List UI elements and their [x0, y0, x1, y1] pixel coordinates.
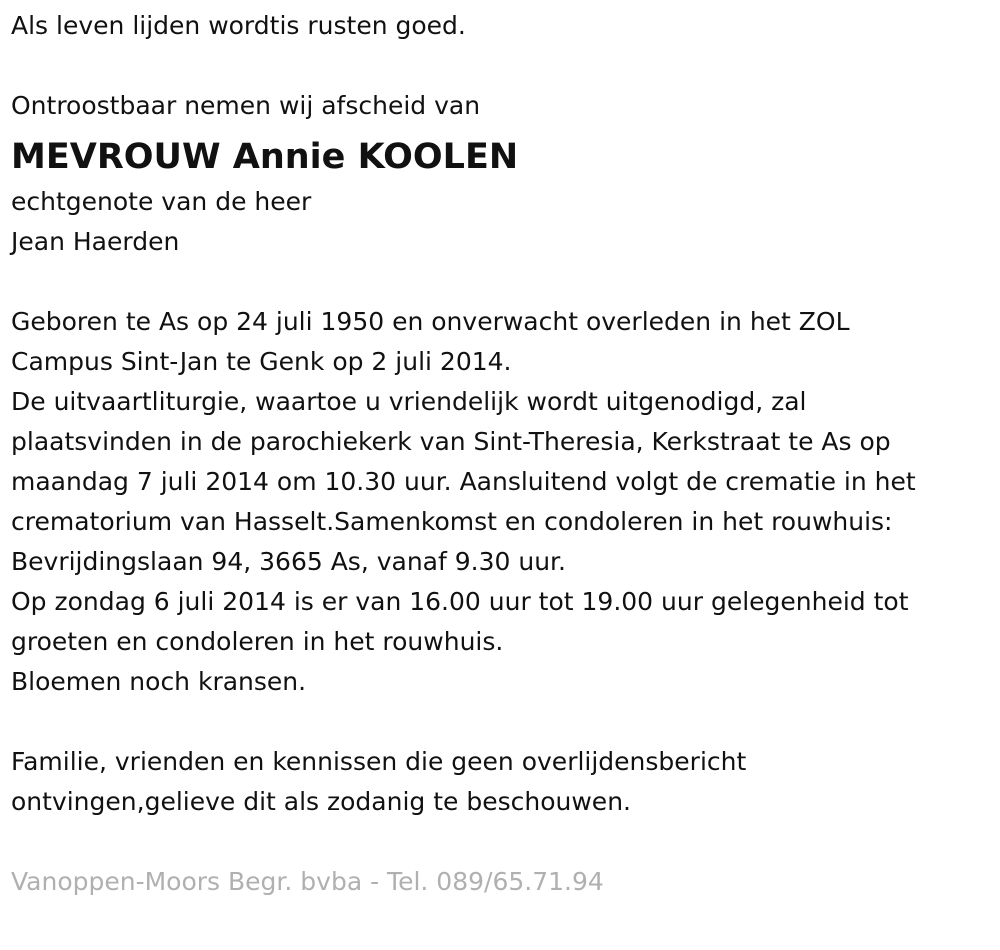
closing-line: ontvingen,gelieve dit als zodanig te beschouwen.	[11, 787, 631, 816]
spouse-line-2: Jean Haerden	[11, 227, 180, 256]
funeral-home-footer: Vanoppen-Moors Begr. bvba - Tel. 089/65.71.94	[11, 867, 604, 896]
deceased-name: MEVROUW Annie KOOLEN	[11, 137, 519, 177]
body-line: Bevrijdingslaan 94, 3665 As, vanaf 9.30 uur.	[11, 547, 566, 576]
body-line: Bloemen noch kransen.	[11, 667, 307, 696]
body-line: De uitvaartliturgie, waartoe u vriendelijk wordt uitgenodigd, zal	[11, 387, 807, 416]
intro-text: Ontroostbaar nemen wij afscheid van	[11, 91, 481, 120]
body-line: Op zondag 6 juli 2014 is er van 16.00 uur tot 19.00 uur gelegenheid tot	[11, 587, 909, 616]
body-line: Campus Sint-Jan te Genk op 2 juli 2014.	[11, 347, 512, 376]
notice-body	[11, 302, 991, 702]
body-line: Geboren te As op 24 juli 1950 en onverwacht overleden in het ZOL	[11, 307, 850, 336]
closing-text	[11, 742, 991, 822]
body-line: maandag 7 juli 2014 om 10.30 uur. Aansluitend volgt de crematie in het	[11, 467, 916, 496]
motto: Als leven lijden wordtis rusten goed.	[11, 11, 466, 40]
spacer	[11, 262, 991, 302]
spacer	[11, 822, 991, 862]
spacer	[11, 702, 991, 742]
death-notice	[11, 6, 991, 902]
body-line: groeten en condoleren in het rouwhuis.	[11, 627, 504, 656]
spouse-line-1: echtgenote van de heer	[11, 187, 312, 216]
spacer	[11, 46, 991, 86]
body-line: plaatsvinden in de parochiekerk van Sint-Theresia, Kerkstraat te As op	[11, 427, 891, 456]
body-line: crematorium van Hasselt.Samenkomst en condoleren in het rouwhuis:	[11, 507, 893, 536]
closing-line: Familie, vrienden en kennissen die geen overlijdensbericht	[11, 747, 747, 776]
